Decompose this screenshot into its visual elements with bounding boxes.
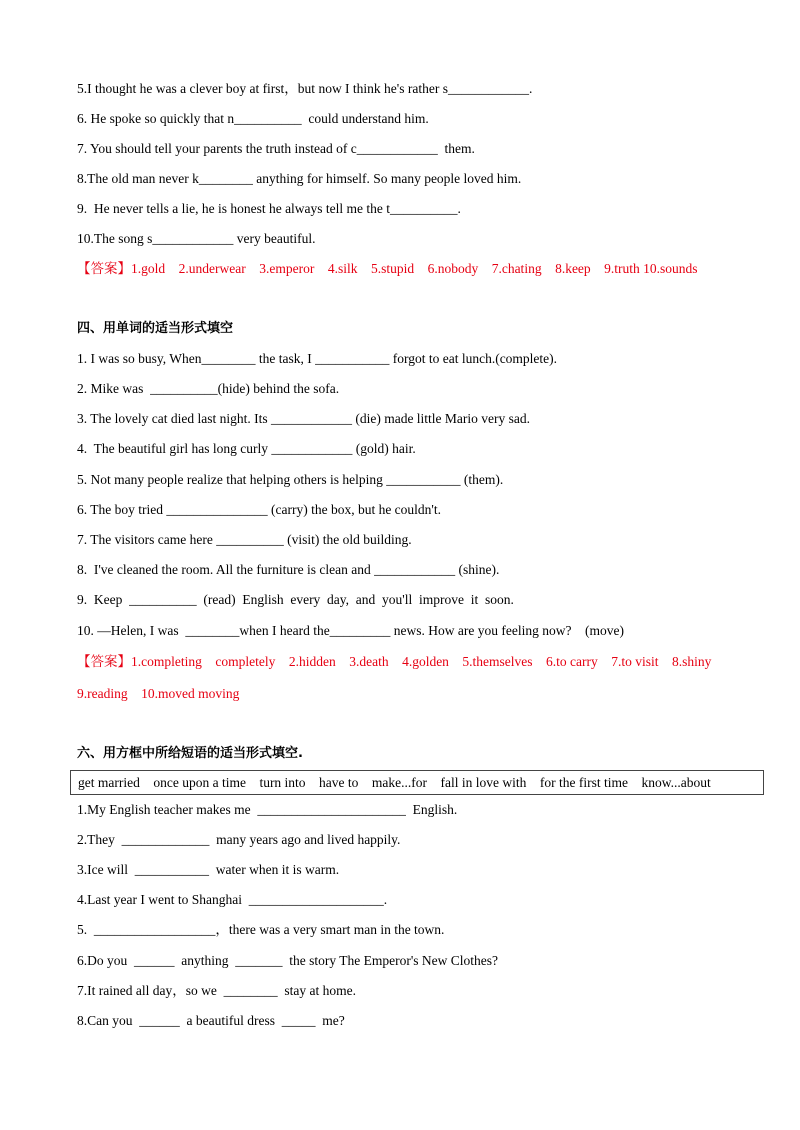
question-s6-2: 2.They _____________ many years ago and lived happily. — [77, 832, 401, 847]
answer-key-label: 【答案】 — [77, 654, 131, 669]
section4-heading: 四、用单词的适当形式填空 — [77, 321, 234, 336]
question-s6-4: 4.Last year I went to Shanghai ____________________. — [77, 892, 388, 907]
answer-section4-line1 — [77, 653, 711, 671]
question-s6-6: 6.Do you ______ anything _______ the story The Emperor's New Clothes? — [77, 953, 499, 968]
question-s3-6: 6. He spoke so quickly that n__________ could understand him. — [77, 111, 429, 126]
question-s4-10: 10. —Helen, I was ________when I heard the_________ news. How are you feeling now? (move) — [77, 623, 624, 638]
question-s3-5: 5.I thought he was a clever boy at first，but now I think he's rather s____________. — [77, 81, 533, 96]
question-s6-8: 8.Can you ______ a beautiful dress _____ me? — [77, 1013, 345, 1028]
question-s4-6: 6. The boy tried _______________ (carry) the box, but he couldn't. — [77, 502, 441, 517]
question-s6-7: 7.It rained all day，so we ________ stay at home. — [77, 983, 356, 998]
question-s4-4: 4. The beautiful girl has long curly ____________ (gold) hair. — [77, 441, 416, 456]
question-s3-9: 9. He never tells a lie, he is honest he always tell me the t__________. — [77, 201, 461, 216]
question-s4-5: 5. Not many people realize that helping others is helping ___________ (them). — [77, 472, 504, 487]
question-s4-1: 1. I was so busy, When________ the task, I ___________ forgot to eat lunch.(complete). — [77, 351, 558, 366]
question-s3-7: 7. You should tell your parents the truth instead of c____________ them. — [77, 141, 475, 156]
question-s4-3: 3. The lovely cat died last night. Its ____________ (die) made little Mario very sad. — [77, 411, 531, 426]
section6-heading: 六、用方框中所给短语的适当形式填空. — [77, 746, 303, 761]
question-s4-8: 8. I've cleaned the room. All the furniture is clean and ____________ (shine). — [77, 562, 500, 577]
question-s6-3: 3.Ice will ___________ water when it is warm. — [77, 862, 340, 877]
question-s6-1: 1.My English teacher makes me ______________________ English. — [77, 802, 458, 817]
question-s4-9: 9. Keep __________ (read) English every day, and you'll improve it soon. — [77, 592, 514, 607]
question-s4-2: 2. Mike was __________(hide) behind the sofa. — [77, 381, 340, 396]
answer-text: 1.completing completely 2.hidden 3.death 4.golden 5.themselves 6.to carry 7.to visit 8.shiny — [131, 654, 712, 669]
answer-section3 — [77, 260, 698, 278]
question-s4-7: 7. The visitors came here __________ (visit) the old building. — [77, 532, 412, 547]
answer-text: 1.gold 2.underwear 3.emperor 4.silk 5.stupid 6.nobody 7.chating 8.keep 9.truth 10.sounds — [131, 261, 698, 276]
question-s3-8: 8.The old man never k________ anything for himself. So many people loved him. — [77, 171, 522, 186]
answer-section4-line2: 9.reading 10.moved moving — [77, 686, 240, 701]
question-s6-5: 5. __________________，there was a very smart man in the town. — [77, 922, 445, 937]
answer-key-label: 【答案】 — [77, 261, 131, 276]
phrase-list: get married once upon a time turn into have to make...for fall in love with for the first time know...about — [78, 775, 711, 790]
phrase-box — [70, 770, 764, 795]
question-s3-10: 10.The song s____________ very beautiful. — [77, 231, 316, 246]
